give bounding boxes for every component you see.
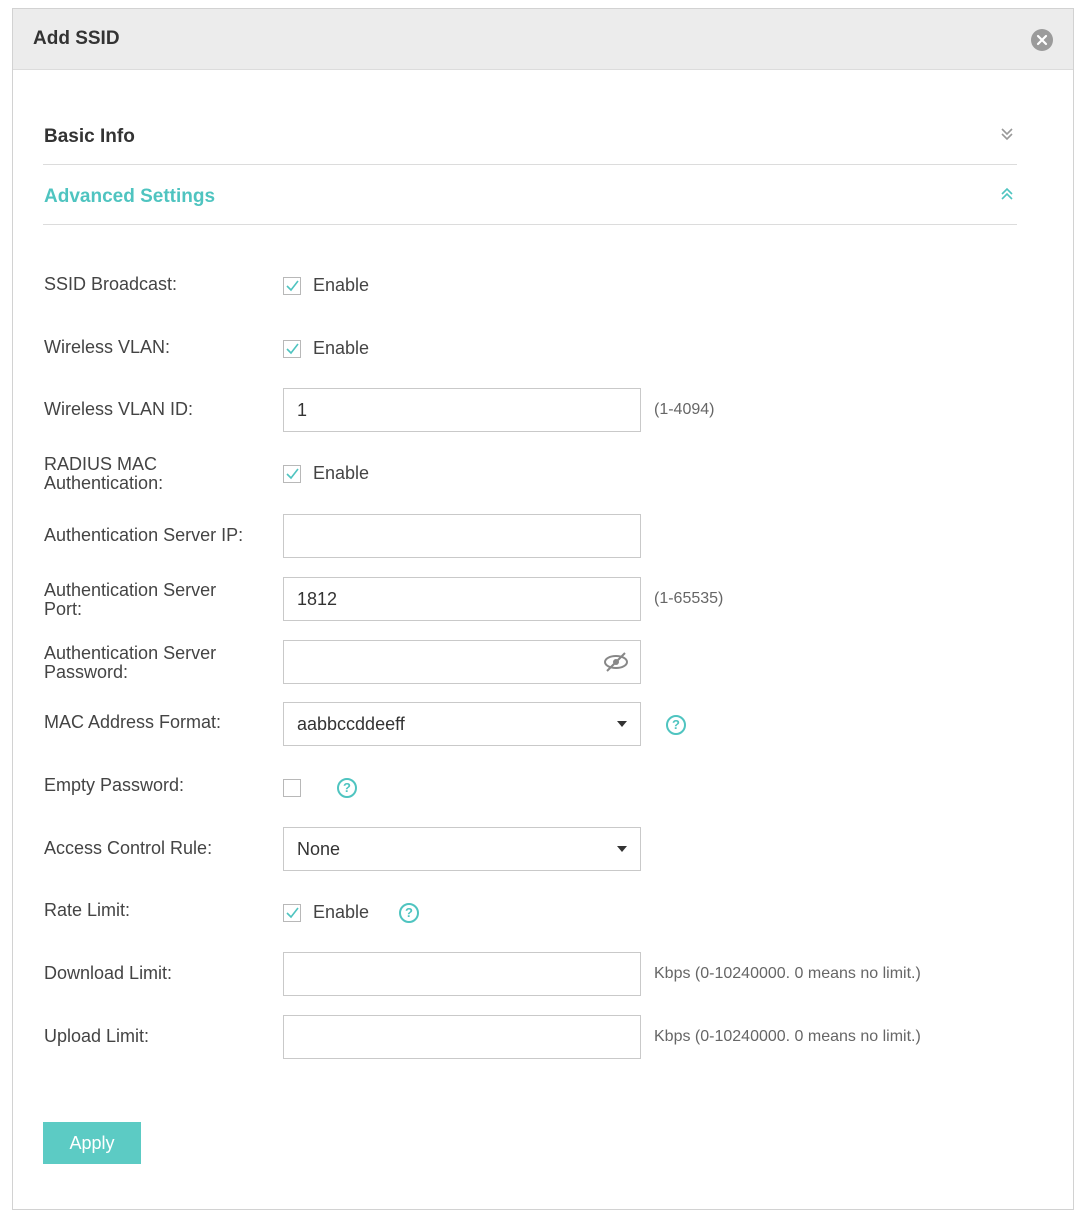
auth-server-port-hint: (1-65535) — [654, 590, 724, 607]
auth-server-port-label-line1: Authentication Server — [44, 580, 217, 600]
access-control-rule-select[interactable] — [283, 827, 641, 871]
question-circle-icon[interactable]: ? — [399, 903, 419, 923]
rate-limit-label: Rate Limit: — [44, 900, 131, 920]
rate-limit-enable-label: Enable — [313, 902, 370, 922]
upload-limit-input[interactable] — [283, 1015, 641, 1059]
upload-limit-label: Upload Limit: — [44, 1026, 150, 1046]
close-icon[interactable] — [1031, 29, 1053, 51]
download-limit-label: Download Limit: — [44, 963, 173, 983]
wireless-vlan-label: Wireless VLAN: — [44, 337, 171, 357]
ssid-broadcast-enable-label: Enable — [313, 275, 370, 295]
chevron-double-down-icon[interactable] — [999, 126, 1015, 142]
radius-mac-auth-checkbox[interactable] — [283, 465, 301, 483]
auth-server-password-input[interactable] — [283, 640, 641, 684]
auth-server-password-label-line1: Authentication Server — [44, 643, 217, 663]
wireless-vlan-enable-label: Enable — [313, 338, 370, 358]
caret-down-icon — [617, 846, 627, 852]
dialog-title: Add SSID — [33, 28, 120, 49]
auth-server-port-input[interactable]: 1812 — [283, 577, 641, 621]
wireless-vlan-id-hint: (1-4094) — [654, 401, 715, 418]
empty-password-label: Empty Password: — [44, 775, 185, 795]
dialog-titlebar — [13, 9, 1073, 70]
wireless-vlan-id-input[interactable]: 1 — [283, 388, 641, 432]
ssid-broadcast-checkbox[interactable] — [283, 277, 301, 295]
ssid-broadcast-label: SSID Broadcast: — [44, 274, 178, 294]
mac-address-format-value: aabbccddeeff — [297, 714, 405, 734]
section-basic-info-label: Basic Info — [44, 126, 135, 147]
wireless-vlan-checkbox[interactable] — [283, 340, 301, 358]
radius-mac-auth-enable-label: Enable — [313, 463, 370, 483]
eye-off-icon[interactable] — [602, 651, 630, 673]
section-advanced-settings[interactable] — [43, 166, 1017, 225]
question-circle-icon[interactable]: ? — [337, 778, 357, 798]
rate-limit-checkbox[interactable] — [283, 904, 301, 922]
auth-server-ip-label: Authentication Server IP: — [44, 525, 244, 545]
radius-mac-auth-label-line1: RADIUS MAC — [44, 454, 158, 474]
mac-address-format-label: MAC Address Format: — [44, 712, 222, 732]
upload-limit-hint: Kbps (0-10240000. 0 means no limit.) — [654, 1028, 921, 1045]
mac-address-format-select[interactable] — [283, 702, 641, 746]
caret-down-icon — [617, 721, 627, 727]
wireless-vlan-id-label: Wireless VLAN ID: — [44, 399, 194, 419]
apply-button[interactable]: Apply — [43, 1122, 141, 1164]
empty-password-checkbox[interactable] — [283, 779, 301, 797]
auth-server-password-label-line2: Password: — [44, 662, 129, 682]
download-limit-input[interactable] — [283, 952, 641, 996]
radius-mac-auth-label-line2: Authentication: — [44, 473, 164, 493]
auth-server-port-label-line2: Port: — [44, 599, 83, 619]
access-control-rule-value: None — [297, 839, 341, 859]
chevron-double-up-icon[interactable] — [999, 186, 1015, 202]
question-circle-icon[interactable]: ? — [666, 715, 686, 735]
auth-server-ip-input[interactable] — [283, 514, 641, 558]
download-limit-hint: Kbps (0-10240000. 0 means no limit.) — [654, 965, 921, 982]
section-basic-info[interactable] — [43, 106, 1017, 165]
access-control-rule-label: Access Control Rule: — [44, 838, 213, 858]
section-advanced-settings-label: Advanced Settings — [44, 186, 216, 207]
